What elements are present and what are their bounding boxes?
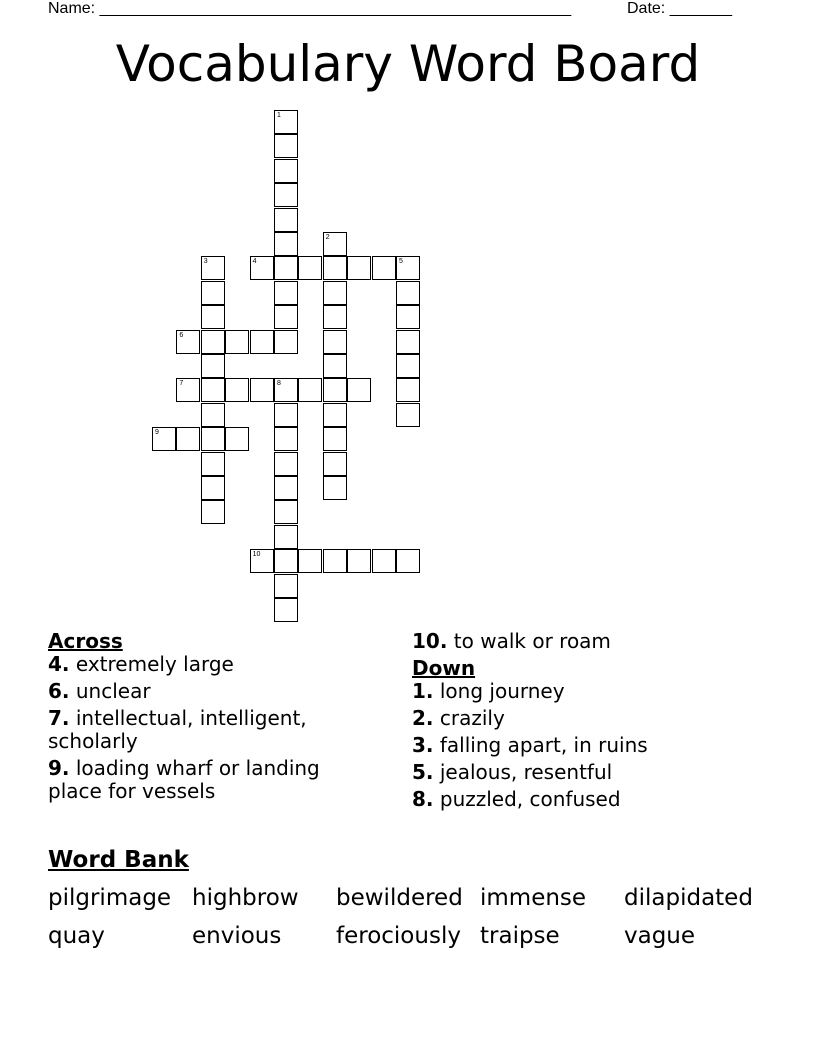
- crossword-cell[interactable]: [323, 427, 347, 451]
- crossword-cell[interactable]: [396, 256, 420, 280]
- crossword-cell[interactable]: [396, 403, 420, 427]
- crossword-cell[interactable]: [176, 378, 200, 402]
- crossword-cell[interactable]: [347, 256, 371, 280]
- crossword-cell[interactable]: [201, 305, 225, 329]
- crossword-cell[interactable]: [298, 378, 322, 402]
- crossword-cell[interactable]: [201, 378, 225, 402]
- date-field-label: Date: _______: [627, 0, 732, 17]
- crossword-cell[interactable]: [201, 452, 225, 476]
- clue-number: 10: [252, 551, 261, 559]
- word-bank-item: envious: [192, 923, 282, 949]
- down-heading: Down: [412, 656, 476, 680]
- crossword-cell[interactable]: [274, 549, 298, 573]
- word-bank: [48, 884, 768, 950]
- crossword-cell[interactable]: [274, 500, 298, 524]
- clue-number: 4: [252, 258, 257, 266]
- crossword-cell[interactable]: [323, 549, 347, 573]
- crossword-cell[interactable]: [323, 378, 347, 402]
- crossword-cell[interactable]: [250, 330, 274, 354]
- clue-across-9: 9. loading wharf or landing place for vessels: [48, 756, 320, 803]
- crossword-cell[interactable]: [396, 354, 420, 378]
- crossword-cell[interactable]: [201, 403, 225, 427]
- clue-across-7: 7. intellectual, intelligent, scholarly: [48, 706, 307, 753]
- clue-down-5: 5. jealous, resentful: [412, 760, 613, 784]
- crossword-cell[interactable]: [396, 549, 420, 573]
- crossword-cell[interactable]: [274, 110, 298, 134]
- crossword-cell[interactable]: [396, 330, 420, 354]
- crossword-cell[interactable]: [274, 330, 298, 354]
- clue-number: 1: [277, 112, 281, 119]
- clue-number: 3: [203, 258, 208, 266]
- crossword-cell[interactable]: [274, 256, 298, 280]
- clues-left-column: [48, 630, 378, 807]
- page-title: Vocabulary Word Board: [115, 35, 701, 93]
- crossword-cell[interactable]: [201, 281, 225, 305]
- crossword-cell[interactable]: [250, 378, 274, 402]
- crossword-cell[interactable]: [372, 256, 396, 280]
- crossword-cell[interactable]: [323, 232, 347, 256]
- crossword-cell[interactable]: [274, 183, 298, 207]
- clue-across-6: 6. unclear: [48, 679, 151, 703]
- crossword-cell[interactable]: [396, 281, 420, 305]
- crossword-cell[interactable]: [274, 403, 298, 427]
- crossword-cell[interactable]: [347, 378, 371, 402]
- crossword-cell[interactable]: [298, 256, 322, 280]
- crossword-cell[interactable]: [274, 378, 298, 402]
- crossword-cell[interactable]: [225, 330, 249, 354]
- crossword-cell[interactable]: [250, 256, 274, 280]
- crossword-cell[interactable]: [225, 427, 249, 451]
- clues-right-column: [412, 630, 772, 815]
- crossword-cell[interactable]: [274, 598, 298, 622]
- crossword-cell[interactable]: [323, 330, 347, 354]
- crossword-cell[interactable]: [323, 305, 347, 329]
- word-bank-item: highbrow: [192, 885, 299, 911]
- word-bank-item: ferociously: [336, 923, 461, 949]
- crossword-cell[interactable]: [323, 256, 347, 280]
- crossword-cell[interactable]: [372, 549, 396, 573]
- across-heading: Across: [48, 629, 123, 653]
- crossword-cell[interactable]: [323, 476, 347, 500]
- crossword-cell[interactable]: [274, 574, 298, 598]
- crossword-cell[interactable]: [323, 403, 347, 427]
- word-bank-item: quay: [48, 923, 105, 949]
- crossword-cell[interactable]: [298, 549, 322, 573]
- word-bank-item: vague: [624, 923, 696, 949]
- crossword-cell[interactable]: [152, 427, 176, 451]
- crossword-cell[interactable]: [274, 427, 298, 451]
- crossword-cell[interactable]: [274, 305, 298, 329]
- clue-across-10: 10. to walk or roam: [412, 629, 611, 653]
- crossword-cell[interactable]: [225, 378, 249, 402]
- clue-number: 6: [179, 331, 184, 339]
- clue-across-4: 4. extremely large: [48, 652, 234, 676]
- crossword-cell[interactable]: [176, 330, 200, 354]
- clue-number: 7: [179, 380, 184, 388]
- crossword-cell[interactable]: [201, 354, 225, 378]
- clue-number: 9: [155, 429, 159, 437]
- crossword-cell[interactable]: [250, 549, 274, 573]
- clue-number: 2: [325, 234, 330, 241]
- clue-down-2: 2. crazily: [412, 706, 505, 730]
- word-bank-item: pilgrimage: [48, 885, 172, 911]
- crossword-cell[interactable]: [323, 452, 347, 476]
- clue-number: 5: [399, 258, 403, 266]
- crossword-cell[interactable]: [176, 427, 200, 451]
- word-bank-item: bewildered: [336, 885, 463, 911]
- clue-down-3: 3. falling apart, in ruins: [412, 733, 648, 757]
- clue-number: 8: [277, 380, 281, 388]
- crossword-cell[interactable]: [396, 305, 420, 329]
- word-bank-item: dilapidated: [624, 885, 753, 911]
- word-bank-heading: Word Bank: [48, 847, 189, 873]
- crossword-cell[interactable]: [201, 256, 225, 280]
- crossword-cell[interactable]: [396, 378, 420, 402]
- name-field-label: Name: _____________________________________________________: [48, 0, 572, 17]
- word-bank-item: immense: [480, 885, 587, 911]
- crossword-cell[interactable]: [274, 476, 298, 500]
- crossword-cell[interactable]: [274, 159, 298, 183]
- crossword-cell[interactable]: [274, 525, 298, 549]
- crossword-cell[interactable]: [201, 427, 225, 451]
- crossword-cell[interactable]: [201, 330, 225, 354]
- crossword-cell[interactable]: [274, 281, 298, 305]
- word-bank-item: traipse: [480, 923, 560, 949]
- crossword-cell[interactable]: [274, 232, 298, 256]
- crossword-cell[interactable]: [201, 500, 225, 524]
- crossword-cell[interactable]: [274, 452, 298, 476]
- crossword-cell[interactable]: [323, 281, 347, 305]
- clue-down-8: 8. puzzled, confused: [412, 787, 621, 811]
- crossword-cell[interactable]: [347, 549, 371, 573]
- clue-down-1: 1. long journey: [412, 679, 565, 703]
- crossword-cell[interactable]: [323, 354, 347, 378]
- crossword-cell[interactable]: [274, 208, 298, 232]
- crossword-cell[interactable]: [274, 134, 298, 158]
- crossword-cell[interactable]: [201, 476, 225, 500]
